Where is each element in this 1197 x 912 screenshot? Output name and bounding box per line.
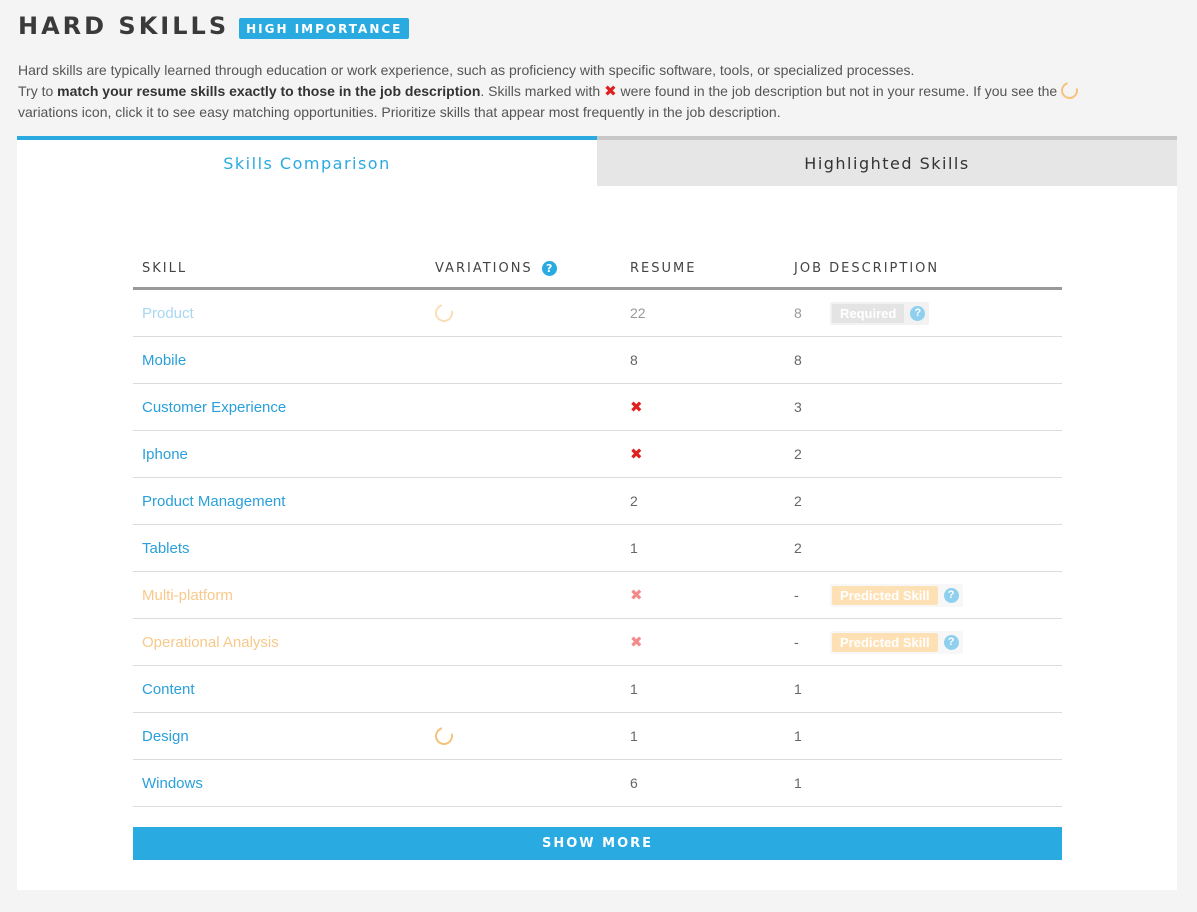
table-header (133, 249, 1062, 290)
resume-count: 1 (630, 681, 638, 697)
section-title: HARD SKILLS (18, 12, 230, 40)
resume-count: 8 (630, 352, 638, 368)
job-description-count (794, 302, 1062, 325)
table-row (133, 572, 1062, 619)
description-text: Try to (18, 83, 58, 99)
header-variations (435, 261, 630, 276)
variations-icon[interactable] (432, 301, 457, 326)
job-description-count (794, 775, 1062, 791)
predicted-skill-tag (830, 631, 963, 654)
description-text: were found in the job description but not in your resume. If you see the (616, 83, 1062, 99)
skill-name[interactable]: Content (142, 680, 195, 698)
skill-name[interactable]: Operational Analysis (142, 633, 279, 651)
table-body (133, 290, 1062, 807)
required-tag (830, 302, 929, 325)
resume-count (630, 633, 794, 651)
description-text: . Skills marked with (480, 83, 605, 99)
help-icon[interactable]: ? (944, 588, 959, 603)
skill-name[interactable]: Product Management (142, 492, 286, 510)
header-job-description: JOB DESCRIPTION (794, 260, 940, 276)
description-line-2 (18, 81, 1168, 102)
table-row (133, 478, 1062, 525)
table-row (133, 384, 1062, 431)
skill-name[interactable]: Design (142, 727, 189, 745)
job-description-count (794, 728, 1062, 744)
job-count-value: 1 (794, 775, 802, 791)
resume-count (630, 445, 794, 463)
help-icon[interactable]: ? (542, 261, 557, 276)
variations-cell (435, 304, 630, 322)
skill-name[interactable]: Tablets (142, 539, 190, 557)
job-count-value: 8 (794, 305, 802, 321)
variations-icon[interactable] (432, 724, 457, 749)
job-count-value: 1 (794, 681, 802, 697)
table-row (133, 713, 1062, 760)
importance-badge: HIGH IMPORTANCE (239, 18, 409, 39)
predicted-skill-tag (830, 584, 963, 607)
show-more-button[interactable]: SHOW MORE (133, 827, 1062, 860)
job-description-count (794, 540, 1062, 556)
job-count-value: 3 (794, 399, 802, 415)
job-count-value: 1 (794, 728, 802, 744)
header-resume: RESUME (630, 260, 697, 276)
job-count-value: 8 (794, 352, 802, 368)
help-icon[interactable]: ? (910, 306, 925, 321)
skill-name[interactable]: Customer Experience (142, 398, 287, 416)
skill-name[interactable]: Mobile (142, 351, 187, 369)
tab-skills-comparison[interactable]: Skills Comparison (17, 136, 597, 186)
resume-count (630, 398, 794, 416)
job-count-value: - (794, 587, 799, 603)
missing-x-icon: ✖ (604, 83, 617, 100)
job-description-count (794, 493, 1062, 509)
missing-x-icon: ✖ (630, 399, 643, 416)
skill-name[interactable]: Product (142, 304, 194, 322)
tab-bar (17, 136, 1177, 186)
resume-count (630, 586, 794, 604)
table-row (133, 290, 1062, 337)
skill-name[interactable]: Multi-platform (142, 586, 233, 604)
skills-panel (17, 136, 1177, 890)
job-description-count (794, 352, 1062, 368)
table-row (133, 666, 1062, 713)
description-emphasis: match your resume skills exactly to those in the job description (57, 83, 481, 99)
resume-count: 22 (630, 305, 646, 321)
job-description-count (794, 399, 1062, 415)
description-line-3: variations icon, click it to see easy matching opportunities. Prioritize skills that appear most frequently in the job description. (18, 104, 781, 120)
tag-label: Required (832, 304, 904, 323)
table-row (133, 619, 1062, 666)
job-count-value: 2 (794, 446, 802, 462)
table-row (133, 525, 1062, 572)
variations-cell (435, 727, 630, 745)
resume-count: 6 (630, 775, 638, 791)
table-row (133, 431, 1062, 478)
table-row (133, 337, 1062, 384)
header-variations-label: VARIATIONS (435, 260, 533, 276)
job-count-value: - (794, 634, 799, 650)
variations-icon (1058, 79, 1081, 102)
job-count-value: 2 (794, 493, 802, 509)
job-count-value: 2 (794, 540, 802, 556)
section-description (18, 60, 1168, 123)
table-row (133, 760, 1062, 807)
job-description-count (794, 584, 1062, 607)
resume-count: 1 (630, 728, 638, 744)
skills-table (133, 249, 1062, 807)
tag-label: Predicted Skill (832, 633, 938, 652)
resume-count: 2 (630, 493, 638, 509)
missing-x-icon: ✖ (630, 587, 643, 604)
skill-name[interactable]: Windows (142, 774, 203, 792)
job-description-count (794, 631, 1062, 654)
tag-label: Predicted Skill (832, 586, 938, 605)
resume-count: 1 (630, 540, 638, 556)
missing-x-icon: ✖ (630, 634, 643, 651)
description-line-1: Hard skills are typically learned through education or work experience, such as proficiency with specific software, tools, or specialized processes. (18, 62, 915, 78)
help-icon[interactable]: ? (944, 635, 959, 650)
skill-name[interactable]: Iphone (142, 445, 188, 463)
missing-x-icon: ✖ (630, 446, 643, 463)
tab-highlighted-skills[interactable]: Highlighted Skills (597, 136, 1177, 186)
header-skill: SKILL (142, 260, 188, 276)
job-description-count (794, 681, 1062, 697)
section-header (18, 12, 409, 40)
job-description-count (794, 446, 1062, 462)
